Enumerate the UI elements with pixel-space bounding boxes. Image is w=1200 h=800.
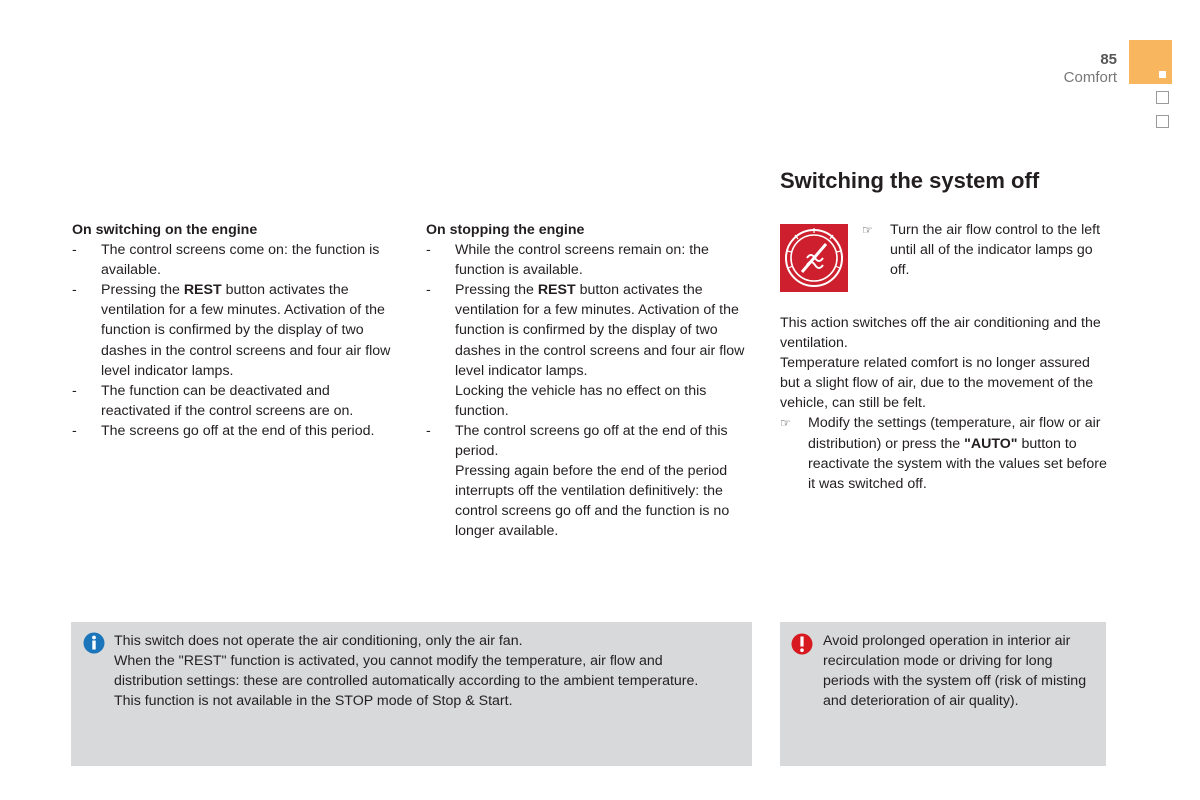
list-item: - The screens go off at the end of this period. — [72, 422, 375, 439]
warning-icon — [791, 632, 813, 656]
control-step: ☞ Turn the air flow control to the left until all of the indicator lamps go off. — [862, 222, 1101, 279]
list-item: - The control screens go off at the end of this period. Pressing again before the end of the period interrupts off the ventilation definitively: the control screens go off and the function is no longer available. — [426, 422, 730, 540]
section-label: Comfort — [1063, 69, 1117, 86]
instruction-step: ☞ Modify the settings (temperature, air flow or air distribution) or press the "AUTO" button to reactivate the system with the values set before it was switched off. — [780, 415, 1107, 492]
chapter-tab-marker — [1159, 71, 1166, 78]
page-number: 85 — [1100, 51, 1117, 68]
pointing-hand-icon: ☞ — [780, 416, 791, 431]
chapter-tab-box — [1156, 91, 1169, 104]
info-line: This switch does not operate the air conditioning, only the air fan. — [114, 633, 523, 649]
chapter-tab-box — [1156, 115, 1169, 128]
chapter-tab-active — [1129, 40, 1172, 84]
left-column — [72, 220, 402, 441]
left-column-title: On switching on the engine — [72, 222, 258, 238]
air-flow-control-icon — [780, 224, 848, 292]
warning-text: Avoid prolonged operation in interior air recirculation mode or driving for long periods with the system off (risk of misting and deterioration of air quality). — [823, 633, 1087, 710]
list-item: - The function can be deactivated and reactivated if the control screens are on. — [72, 382, 354, 419]
middle-column-title: On stopping the engine — [426, 222, 585, 238]
list-item: - Pressing the REST button activates the ventilation for a few minutes. Activation of the function is confirmed by the display of two dashes in the control screens and four air flow level indicator lamps. — [72, 282, 391, 379]
pointing-hand-icon: ☞ — [862, 223, 873, 237]
info-line: When the "REST" function is activated, you cannot modify the temperature, air flow and distribution settings: these are controlled automatically according to the ambient temperature. — [114, 653, 699, 690]
warning-box — [780, 622, 1106, 766]
list-item: - The control screens come on: the function is available. — [72, 242, 380, 279]
info-line: This function is not available in the STOP mode of Stop & Start. — [114, 693, 513, 710]
info-box — [71, 622, 752, 766]
paragraph: Temperature related comfort is no longer assured but a slight flow of air, due to the movement of the vehicle, can still be felt. — [780, 355, 1094, 412]
paragraph: This action switches off the air conditioning and the ventilation. — [780, 315, 1101, 352]
info-icon — [83, 631, 105, 655]
right-column-text — [780, 313, 1110, 494]
list-item: - While the control screens remain on: the function is available. — [426, 242, 709, 279]
middle-column — [426, 220, 756, 542]
section-heading: Switching the system off — [780, 168, 1040, 193]
list-item: - Pressing the REST button activates the ventilation for a few minutes. Activation of the function is confirmed by the display of two dashes in the control screens and four air flow level indicator lamps. Locking the vehicle has no effect on this function. — [426, 282, 745, 419]
